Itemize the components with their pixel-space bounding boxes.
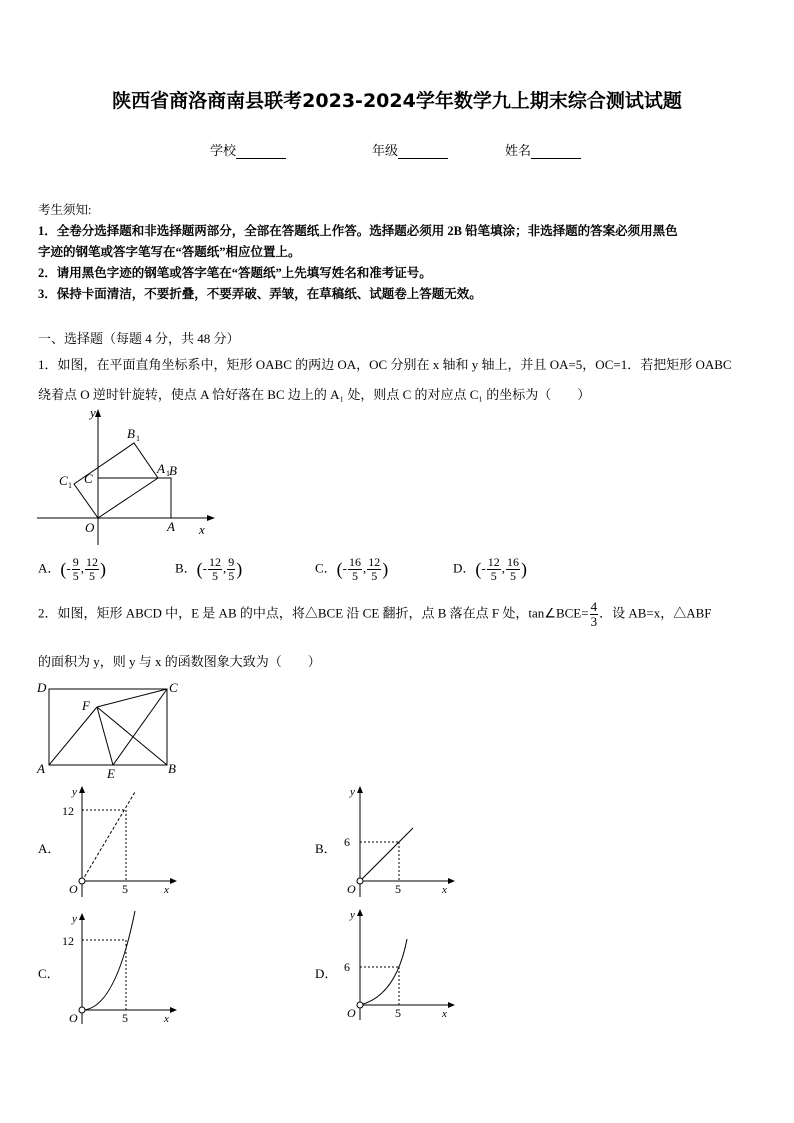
x-axis-label: x xyxy=(164,1013,169,1025)
q1-figure xyxy=(35,405,220,545)
frac-num: 12 xyxy=(85,555,98,569)
frac-den: 5 xyxy=(88,569,95,583)
x-tick-label: 5 xyxy=(395,882,401,896)
y-axis-label: y xyxy=(72,913,77,925)
frac-num: 16 xyxy=(349,555,362,569)
frac-den: 5 xyxy=(352,569,359,583)
q2-line2: 的面积为 y，则 y 与 x 的函数图象大致为（ ） xyxy=(38,654,321,669)
y-axis-label: y xyxy=(350,909,355,921)
label-C1: C xyxy=(59,473,68,488)
grade-label: 年级 xyxy=(372,143,399,158)
label-E: E xyxy=(107,766,115,781)
section-heading: 一、选择题（每题 4 分，共 48 分） xyxy=(38,331,240,346)
label-B: B xyxy=(169,463,177,478)
label-C: C xyxy=(169,680,178,695)
frac-den: 5 xyxy=(72,569,79,583)
notice-item: 3．保持卡面清洁，不要折叠，不要弄破、弄皱，在草稿纸、试题卷上答题无效。 xyxy=(38,287,482,301)
q2-option-c-label[interactable]: C． xyxy=(38,966,60,981)
notice-item: 2．请用黑色字迹的钢笔或答字笔在“答题纸”上先填写姓名和准考证号。 xyxy=(38,266,432,280)
q1-option-b[interactable]: B．(- $\frac{12}{5}$ , $\frac{9}{5}$ ) xyxy=(175,555,243,583)
notice-heading: 考生须知: xyxy=(38,203,92,217)
frac-den: 5 xyxy=(228,569,235,583)
option-letter: A． xyxy=(38,560,61,576)
frac-den: 5 xyxy=(509,569,516,583)
frac-num: 16 xyxy=(506,555,519,569)
frac-num: 12 xyxy=(209,555,222,569)
grade-field xyxy=(372,140,448,159)
q1-option-d[interactable]: D．(- $\frac{12}{5}$ , $\frac{16}{5}$ ) xyxy=(453,555,527,583)
label-B: B xyxy=(168,761,176,776)
option-sign: - xyxy=(481,560,486,576)
label-B1-sub: 1 xyxy=(136,434,140,443)
frac-num: 9 xyxy=(72,555,79,569)
y-axis-label: y xyxy=(350,786,355,798)
name-blank xyxy=(531,146,581,159)
frac-num: 12 xyxy=(487,555,500,569)
option-letter: B． xyxy=(175,560,197,576)
origin-label: O xyxy=(69,1011,78,1025)
label-C: C xyxy=(84,471,93,486)
label-O: O xyxy=(85,520,95,535)
q2-option-b-graph[interactable] xyxy=(338,785,458,900)
q2-option-a-graph[interactable] xyxy=(60,785,180,900)
q2-option-d-label[interactable]: D． xyxy=(315,966,338,981)
frac-num: 12 xyxy=(368,555,381,569)
q1-line1: 1．如图，在平面直角坐标系中，矩形 OABC 的两边 OA，OC 分别在 x 轴和 y 轴上，并且 OA=5，OC=1．若把矩形 OABC xyxy=(38,357,732,372)
x-tick-label: 5 xyxy=(122,882,128,896)
frac-num: 4 xyxy=(590,599,598,614)
q2-text-a: 2．如图，矩形 ABCD 中，E 是 AB 的中点，将△BCE 沿 CE 翻折，点 B 落在点 F 处，tan∠BCE= xyxy=(38,605,589,621)
school-field xyxy=(210,140,286,159)
y-tick-label: 12 xyxy=(62,804,74,818)
x-axis-label: x xyxy=(442,1008,447,1020)
frac-den: 3 xyxy=(590,614,598,629)
label-F: F xyxy=(82,698,90,713)
frac-den: 5 xyxy=(371,569,378,583)
school-blank xyxy=(236,146,286,159)
frac-den: 5 xyxy=(490,569,497,583)
label-B1: B xyxy=(127,426,135,441)
page-title: 陕西省商洛商南县联考2023-2024学年数学九上期末综合测试试题 xyxy=(112,90,682,112)
label-A: A xyxy=(37,761,45,776)
origin-label: O xyxy=(347,1006,356,1020)
y-tick-label: 12 xyxy=(62,934,74,948)
y-tick-label: 6 xyxy=(344,835,350,849)
name-label: 姓名 xyxy=(505,143,532,158)
name-field xyxy=(505,140,581,159)
option-sign: - xyxy=(342,560,348,576)
option-letter: D． xyxy=(453,560,476,576)
q2-option-a-label[interactable]: A． xyxy=(38,841,61,856)
q1-line2: 绕着点 O 逆时针旋转，使点 A 恰好落在 BC 边上的 A₁ 处，则点 C 的对应点 C₁ 的坐标为（ ） xyxy=(38,387,591,402)
x-tick-label: 5 xyxy=(122,1011,128,1025)
y-axis-label: y xyxy=(90,405,96,420)
option-sign: - xyxy=(202,560,208,576)
grade-blank xyxy=(398,146,448,159)
label-D: D xyxy=(37,680,47,695)
q2-option-c-graph[interactable] xyxy=(60,910,180,1028)
frac-num: 9 xyxy=(228,555,235,569)
origin-label: O xyxy=(347,882,356,896)
school-label: 学校 xyxy=(210,143,237,158)
q2-figure xyxy=(35,676,185,781)
q1-option-c[interactable]: C．(- $\frac{16}{5}$ , $\frac{12}{5}$ ) xyxy=(315,555,389,583)
notice-item: 字迹的钢笔或答字笔写在“答题纸”相应位置上。 xyxy=(38,245,301,259)
q2-option-b-label[interactable]: B． xyxy=(315,841,337,856)
x-axis-label: x xyxy=(199,522,205,537)
q2-line1 xyxy=(38,600,758,629)
notice xyxy=(38,200,758,305)
label-A: A xyxy=(167,519,175,534)
y-axis-label: y xyxy=(72,786,77,798)
x-tick-label: 5 xyxy=(395,1006,401,1020)
label-C1-sub: 1 xyxy=(68,481,72,490)
option-sign: - xyxy=(66,560,71,576)
frac-den: 5 xyxy=(212,569,219,583)
option-letter: C． xyxy=(315,560,337,576)
notice-item: 1．全卷分选择题和非选择题两部分，全部在答题纸上作答。选择题必须用 2B 铅笔填涂；非选择题的答案必须用黑色 xyxy=(38,224,678,238)
origin-label: O xyxy=(69,882,78,896)
q1-option-a[interactable]: A．(- $\frac{9}{5}$ , $\frac{12}{5}$ ) xyxy=(38,555,106,583)
y-tick-label: 6 xyxy=(344,960,350,974)
label-A1: A xyxy=(157,461,165,476)
q2-text-b: ．设 AB=x，△ABF xyxy=(599,605,712,621)
q2-option-d-graph[interactable] xyxy=(338,906,458,1024)
x-axis-label: x xyxy=(164,884,169,896)
label-A1-sub: 1 xyxy=(166,469,170,478)
x-axis-label: x xyxy=(442,884,447,896)
